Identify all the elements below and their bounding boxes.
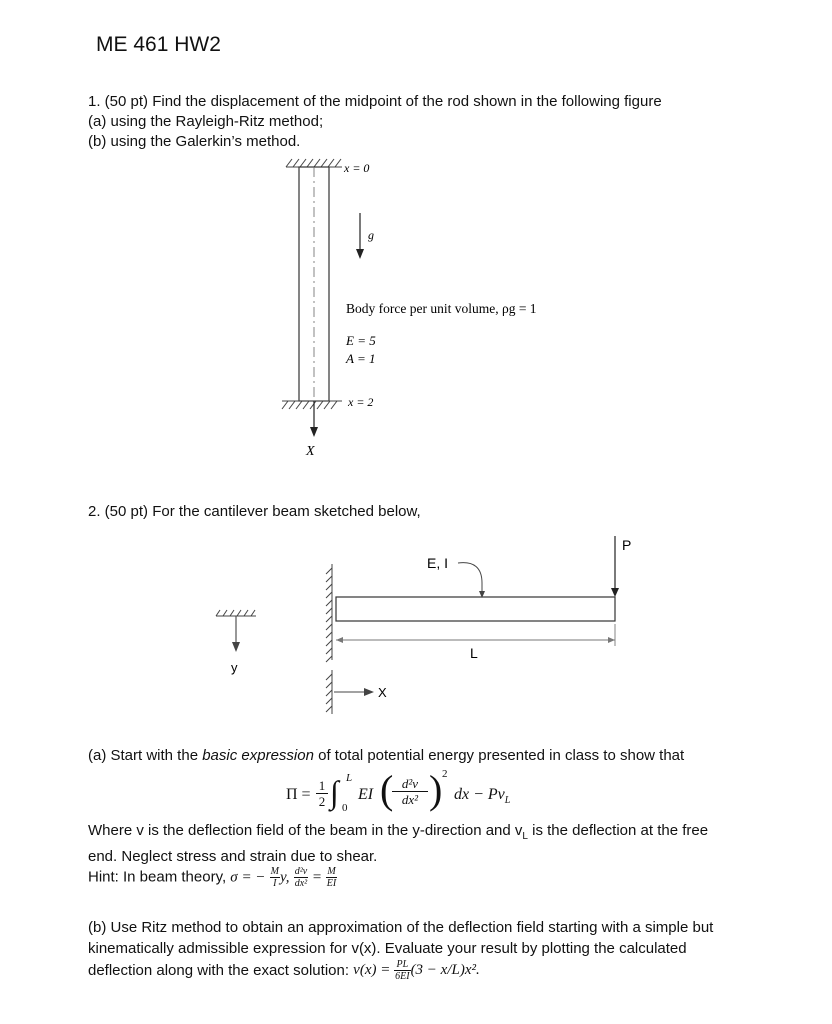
- length-dimension: [336, 624, 615, 646]
- label-g: g: [368, 228, 374, 242]
- load-P-arrow: [611, 536, 619, 597]
- problem1-line1: 1. (50 pt) Find the displacement of the midpoint of the rod shown in the following figure: [88, 93, 662, 110]
- rod-figure: [270, 155, 590, 465]
- beam: [336, 597, 615, 621]
- label-x-top: x = 0: [344, 161, 370, 175]
- fixed-wall: [326, 564, 332, 662]
- beam-figure: [200, 528, 660, 718]
- problem1-line3: (b) using the Galerkin’s method.: [88, 133, 301, 150]
- label-L: L: [470, 645, 478, 661]
- label-y: y: [231, 660, 238, 675]
- body-force-label: Body force per unit volume, ρg = 1: [346, 301, 537, 316]
- label-E: E = 5: [346, 333, 376, 348]
- problem1-statement: [88, 92, 662, 152]
- top-support: [286, 159, 342, 167]
- x-axis-symbol: [326, 670, 374, 714]
- label-x: X: [378, 685, 387, 700]
- EI-leader: [458, 563, 482, 597]
- label-x-bottom: x = 2: [348, 395, 374, 409]
- label-P: P: [622, 537, 632, 553]
- label-X-axis: X: [306, 444, 315, 459]
- bottom-support: [282, 401, 342, 409]
- page-title: ME 461 HW2: [96, 33, 221, 56]
- label-A: A = 1: [346, 351, 376, 366]
- y-axis-symbol: [216, 610, 256, 652]
- basic-expression: basic expression: [202, 747, 314, 764]
- label-EI: E, I: [427, 555, 449, 571]
- gravity-arrow: [356, 213, 364, 259]
- x-axis-arrow: [310, 401, 318, 437]
- where-statement: Where v is the deflection field of the beam in the y-direction and $v_L$ is the deflection at the free end. Neglect stress and strain due to shear.: [88, 822, 709, 865]
- part-b-statement: (b) Use Ritz method to obtain an approximation of the deflection field starting with a simple but kinematically admissible expression for v(x). Evaluate your result by plotting the calculated deflection along with the exact solution: v(x) = $\frac{PL}{6EI}$ (3 − x/L)x².: [88, 919, 714, 982]
- problem2-intro: 2. (50 pt) For the cantilever beam sketched below,: [88, 503, 421, 520]
- problem1-line2: (a) using the Rayleigh-Ritz method;: [88, 113, 324, 130]
- part-a-statement: (a) Start with the basic expression of total potential energy presented in class to show that: [88, 747, 685, 764]
- hint-line: Hint: In beam theory, σ = − $\frac{M}{I}$ y, $\frac{\text{d²v}}{\text{dx²}}$ = $\frac{M}{EI}$: [88, 866, 337, 889]
